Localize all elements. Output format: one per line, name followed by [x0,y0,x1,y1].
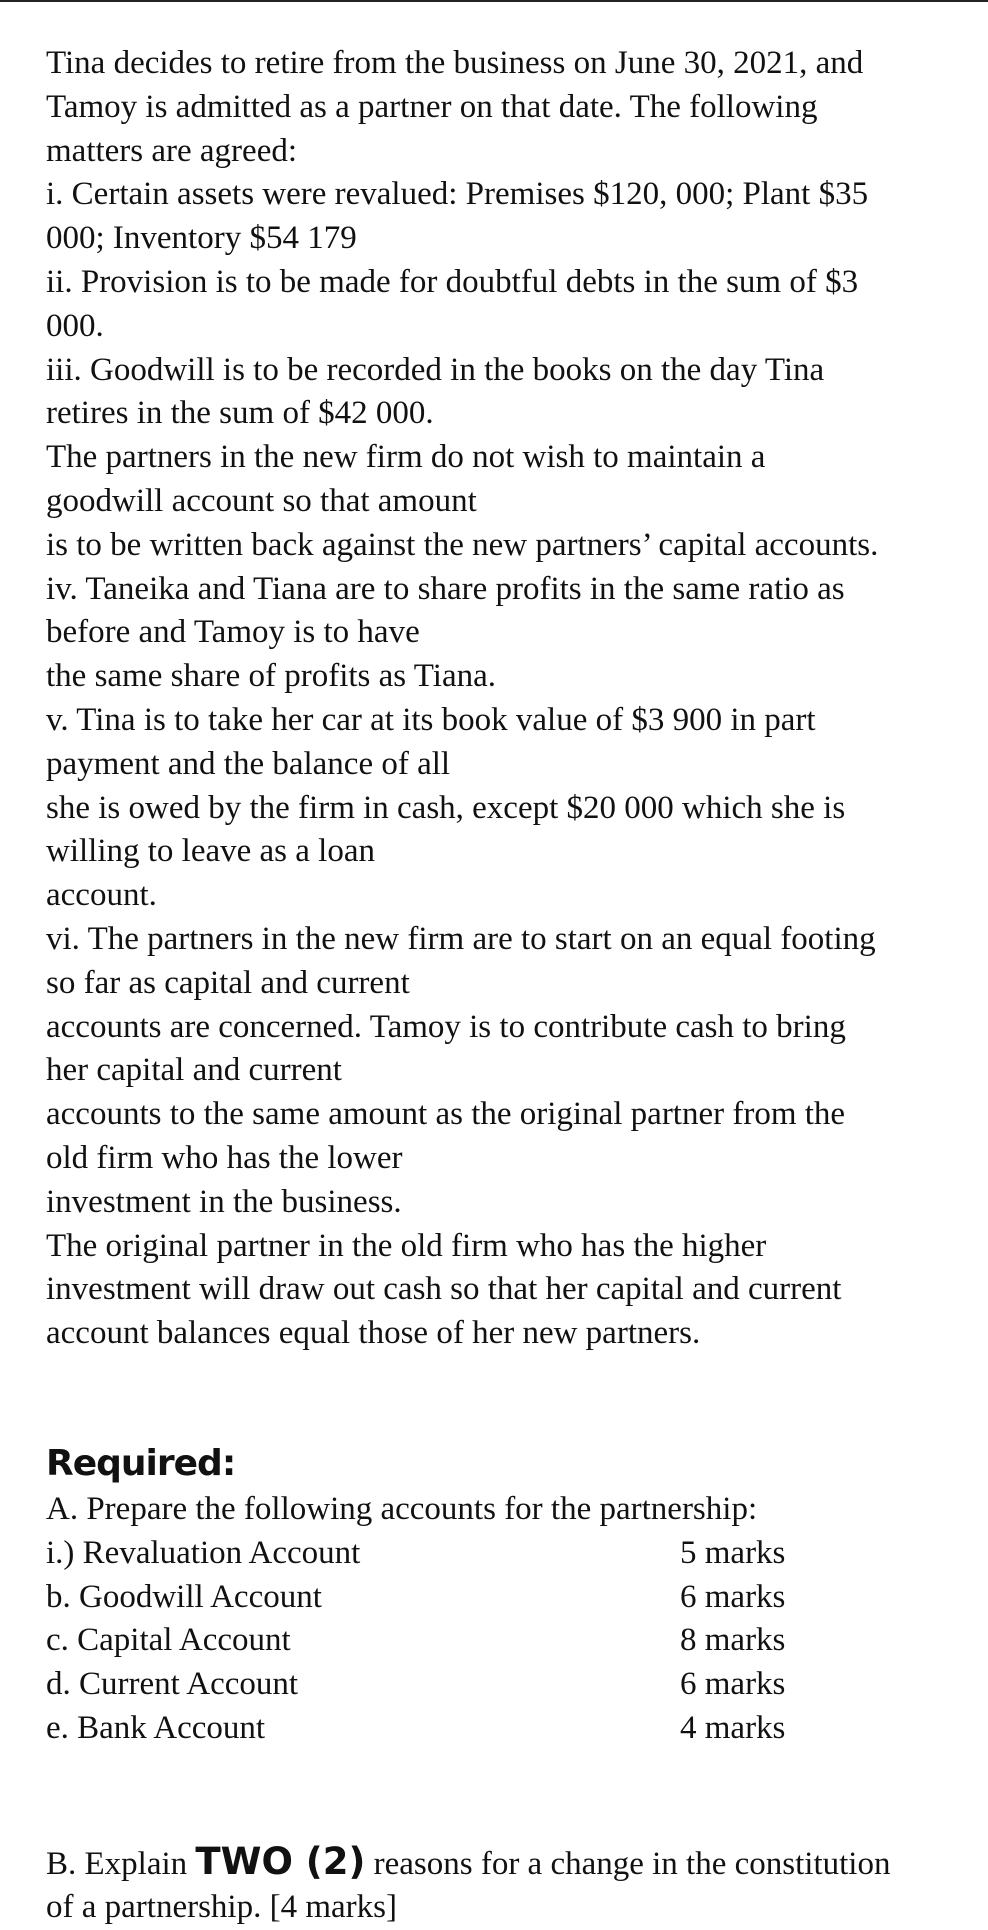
scenario-line: The original partner in the old firm who has the higher [46,1227,767,1264]
scenario-line: her capital and current [46,1052,342,1089]
scenario-line: vi. The partners in the new firm are to start on an equal footing [46,920,876,957]
scenario-line: accounts are concerned. Tamoy is to contribute cash to bring [46,1008,846,1045]
account-item-marks: 6 marks [680,1666,786,1703]
scenario-line: Tamoy is admitted as a partner on that date. The following [46,88,818,125]
account-item-label: i.) Revaluation Account [46,1534,361,1571]
scenario-line: so far as capital and current [46,964,410,1001]
part-b-suffix: reasons for a change in the constitution [365,1845,891,1882]
scenario-line: investment will draw out cash so that her capital and current [46,1271,842,1308]
account-item-marks: 8 marks [680,1622,786,1659]
part-b-line-2: of a partnership. [4 marks] [46,1889,397,1926]
scenario-line: account balances equal those of her new partners. [46,1315,701,1352]
required-heading: Required: [46,1442,236,1484]
account-item-current [46,1663,946,1707]
scenario-line: v. Tina is to take her car at its book value of $3 900 in part [46,701,816,738]
question-document [46,42,946,1930]
scenario-line: retires in the sum of $42 000. [46,395,434,432]
account-item-marks: 6 marks [680,1578,786,1615]
account-item-revaluation [46,1532,946,1576]
account-item-marks: 4 marks [680,1709,786,1746]
scenario-line: the same share of profits as Tiana. [46,658,496,695]
scenario-line: i. Certain assets were revalued: Premises $120, 000; Plant $35 [46,176,869,213]
account-item-capital [46,1619,946,1663]
part-b-line-1 [46,1840,946,1887]
scenario-line: accounts to the same amount as the original partner from the [46,1096,846,1133]
account-item-label: e. Bank Account [46,1709,266,1746]
account-item-goodwill [46,1576,946,1620]
scenario-line: investment in the business. [46,1183,402,1220]
scenario-line: account. [46,877,157,914]
scenario-line: old firm who has the lower [46,1139,403,1176]
account-item-label: d. Current Account [46,1666,299,1703]
part-b-question [46,1840,946,1930]
scenario-line: willing to leave as a loan [46,833,375,870]
account-item-marks: 5 marks [680,1534,786,1571]
scenario-line: iii. Goodwill is to be recorded in the books on the day Tina [46,351,825,388]
part-b-prefix: B. Explain [46,1845,196,1882]
scenario-line: matters are agreed: [46,132,298,169]
scenario-line: before and Tamoy is to have [46,614,420,651]
part-b-emphasis: TWO (2) [195,1839,366,1883]
scenario-line: 000. [46,307,104,344]
part-a-intro: A. Prepare the following accounts for the partnership: [46,1490,758,1527]
scenario-line: is to be written back against the new partners’ capital accounts. [46,526,879,563]
scenario-line: The partners in the new firm do not wish to maintain a [46,439,766,476]
scenario-line: 000; Inventory $54 179 [46,220,357,257]
account-item-label: b. Goodwill Account [46,1578,322,1615]
scenario-text [46,42,946,1356]
scenario-line: she is owed by the firm in cash, except $20 000 which she is [46,789,846,826]
account-item-label: c. Capital Account [46,1622,291,1659]
scenario-line: iv. Taneika and Tiana are to share profits in the same ratio as [46,570,845,607]
section-spacer [46,1751,946,1840]
top-divider [0,0,988,2]
scenario-line: payment and the balance of all [46,745,451,782]
scenario-line: Tina decides to retire from the business on June 30, 2021, and [46,45,864,81]
account-item-bank [46,1707,946,1751]
section-spacer [46,1356,946,1442]
required-section [46,1442,946,1751]
scenario-line: ii. Provision is to be made for doubtful debts in the sum of $3 [46,263,859,300]
scenario-line: goodwill account so that amount [46,482,477,519]
